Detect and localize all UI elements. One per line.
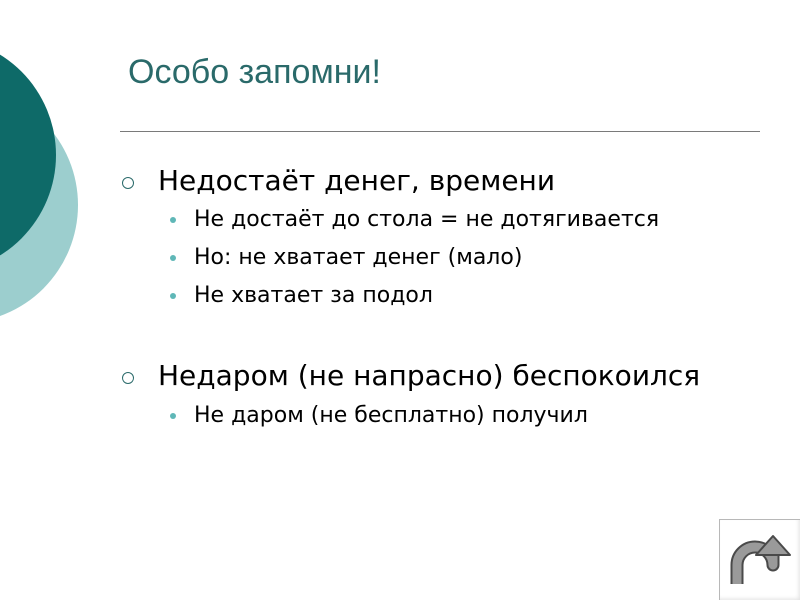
hollow-circle-bullet-icon — [122, 372, 134, 384]
section-heading-text: Недостаёт денег, времени — [158, 164, 556, 197]
dot-bullet-icon — [170, 293, 176, 299]
hollow-circle-bullet-icon — [122, 177, 134, 189]
list-item — [120, 205, 740, 235]
section-heading-text: Недаром (не напрасно) беспокоился — [158, 359, 701, 392]
list-item — [120, 281, 740, 311]
return-arrow-icon — [720, 520, 800, 600]
section-heading-1 — [120, 164, 740, 198]
slide-content — [120, 164, 740, 431]
title-divider — [120, 131, 760, 132]
list-item-text: Не даром (не бесплатно) получил — [194, 403, 588, 428]
dot-bullet-icon — [170, 217, 176, 223]
slide-title: Особо запомни! — [128, 53, 381, 91]
decorative-circles — [0, 0, 140, 320]
list-item — [120, 243, 740, 273]
dot-bullet-icon — [170, 255, 176, 261]
list-item-text: Не хватает за подол — [194, 283, 433, 308]
list-item-text: Но: не хватает денег (мало) — [194, 245, 523, 270]
dot-bullet-icon — [170, 413, 176, 419]
list-item-text: Не достаёт до стола = не дотягивается — [194, 207, 660, 232]
return-button[interactable] — [719, 519, 800, 600]
list-item — [120, 401, 740, 431]
section-heading-2 — [120, 359, 740, 393]
